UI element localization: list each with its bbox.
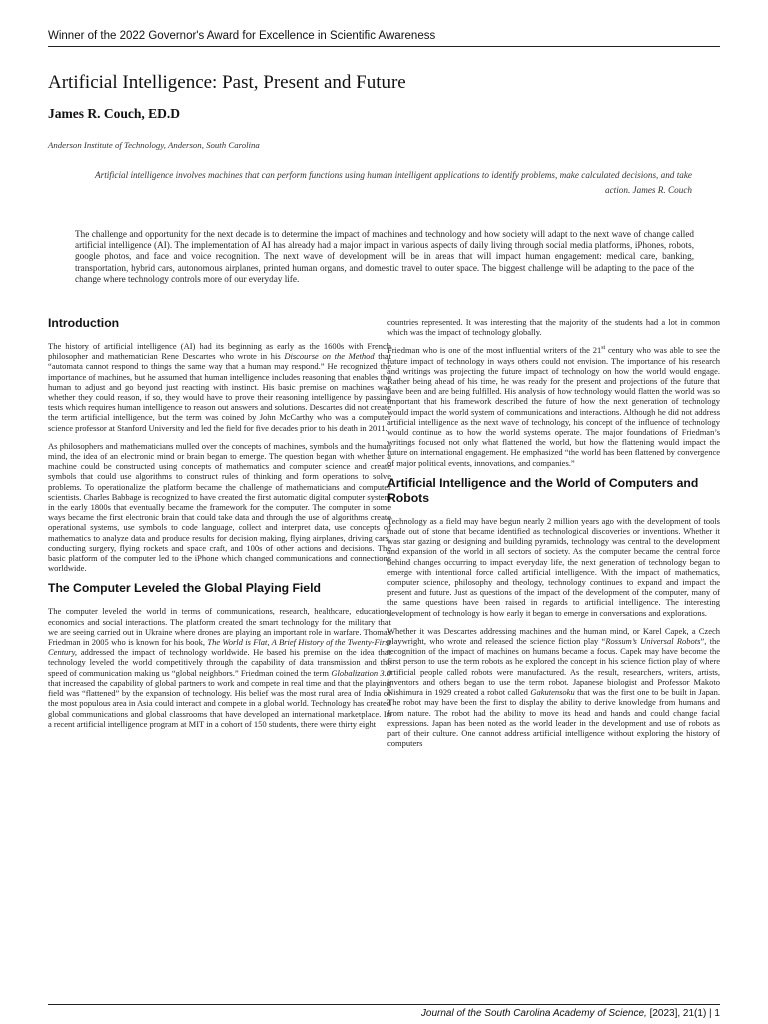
book-title-discourse: Discourse on the Method [284,351,375,362]
article-title: Artificial Intelligence: Past, Present and Future [48,72,406,93]
abstract: The challenge and opportunity for the next decade is to determine the impact of machines and technology and how society will adapt to the next wave of change called artificial intelligence (AI). The implementation of AI has already had a major impact in various aspects of daily living through social media platforms, iPhones, robots, google photos, and face and voice recognition. The next wave of development will be in areas that will impact human engagement: medical care, banking, transportation, hybrid cars, autonomous airplanes, printed human organs, and domestic travel to outer space. The biggest challenge will be adapting to the pace of the change where technology controls more of our everyday life. [75,229,694,284]
paragraph-continuation: countries represented. It was interesting that the majority of the students had a lot in common which was the impact of technology globally. [387,317,720,338]
left-column [48,312,391,737]
page-footer [48,1004,720,1024]
author-affiliation: Anderson Institute of Technology, Anderson, South Carolina [48,140,260,150]
paragraph-friedman-intro: The computer leveled the world in terms of communications, research, healthcare, education, economics and social interactions. The platform created the smart technology for the military that we are seeing carried out in Ukraine where drones are playing an important role in warfare. Thomas Friedman in 2005 who is known for his book, The World is Flat, A Brief History of the Twenty-First Century, addressed the impact of technology worldwide. He based his premise on the idea that technology leveled the world competitively through the capability of data transmission and the speed of communication making us “global neighbors.” Friedman coined the term Globalization 3.0 that increased the capability of global partners to work and compete in real time and that the playing field was “flattened” by the expansion of technology. His belief was the most rural area of India or the most populous area in Asia could interact and compete in a global world. Technology has created global communications and global classrooms that have developed an international marketplace. In a recent artificial intelligence program at MIT in a cohort of 150 students, there were thirty eight [48,606,391,729]
robot-name: Gakutensoku [530,687,575,698]
term-globalization: Globalization 3.0 [331,667,391,678]
paragraph-philosophers: As philosophers and mathematicians mulled over the concepts of machines, symbols and the human mind, the idea of an electronic mind or brain began to emerge. The question began with whether a machine could be constructed using concepts of mathematics and computer science and create symbols that could use algorithms to construct rules of thinking and form operations to solve problems. To operationalize the platform became the challenge of mathematicians and computer scientists. Charles Babbage is recognized to have created the first automatic digital computer system in the early 1800s that eventually became the framework for the computer. The computer in some ways became the first electronic brain that could take data and through the use of algorithms create operational systems, use symbols to code language, collect and interpret data, use concepts of mathematics to analyze data and produce results for decision making, flying airplanes, driving cars, conducting surgery, flying rockets and space craft, and 100s of other actions and decisions. The basic platform of the computer led to the iPhone which changed communications and connections worldwide. [48,440,391,574]
author-name: James R. Couch, ED.D [48,106,181,121]
paragraph-descartes: The history of artificial intelligence (AI) had its beginning as early as the 1600s with French philosopher and mathematician Rene Descartes who wrote in his Discourse on the Method that “automata cannot respond to things the same way that a human may respond.” He recognized the importance of machines, but he assumed that human intelligence includes reasoning that enables the human to adjust and go beyond just reacting with instinct. His basic premise on machines was whether they could reason, if so, they would have to prove their reasoning intelligence by passing tests which requires human intelligence to reason out answers and solutions. Descartes did not create the term artificial intelligence, but the term was coined by John McCarthy who was a computer science professor at Stanford University and led the field for five decades prior to his death in 2011. [48,341,392,433]
paragraph-technology-history: Technology as a field may have begun nearly 2 million years ago with the development of tools made out of stone that became identified as technological discoveries or inventions. Whether it was star gazing or designing and building pyramids, technology was central to the development and expansion of the world in all sectors of society. As the computer became the central force behind changes occurring to impact everyday life, the next generation of technology began to emerge with intentional force called artificial intelligence. With the impact of mathematics, computer science, philosophy and theology, technology continues to expand and impact the present and future. Just as questions of the impact of the development of the computer, many of the same questions have been raised in regards to artificial intelligence. The interesting development of technology is how early it began to emerge in conversations and explorations. [387,515,720,618]
section-heading-global-field: The Computer Leveled the Global Playing Field [48,581,321,596]
section-heading-ai-robots: Artificial Intelligence and the World of Computers and Robots [387,475,699,505]
paragraph-robots: Whether it was Descartes addressing machines and the human mind, or Karel Capek, a Czech playwright, who wrote and released the science fiction play “Rossum’s Universal Robots”, the recognition of the impact of machines on humans became a focus. Capek may have become the first person to use the term robots as he explored the concept in his science fiction play of where artificial people called robots were manufactured. As the result, researchers, writers, artists, inventors and others began to use the term robot. Japanese biologist and Professor Makoto Nishimura in 1929 created a robot called Gakutensoku that was the first one to be built in Japan. The robot may have been the first to display the ability to derive knowledge from humans and from nature. The robot had the ability to move its head and hands and could change facial expressions. Japan has been noted as the world leader in the development and use of robots as part of their culture. One cannot address artificial intelligence without exploring the history of computers [387,625,721,749]
journal-name: Journal of the South Carolina Academy of Science, [420,1008,647,1019]
section-heading-introduction: Introduction [48,316,120,330]
epigraph-quote: Artificial intelligence involves machines that can perform functions using human intelligent applications to identify problems, make calculated decisions, and take action. James R. Couch [95,170,692,195]
book-title-world-is-flat: The World is Flat, A Brief History of the Twenty-First Century, [48,637,391,658]
play-title: Rossum’s Universal Robots [605,636,701,647]
right-column [387,317,720,756]
award-banner: Winner of the 2022 Governor's Award for Excellence in Scientific Awareness [48,30,720,47]
paragraph-friedman-influence: Friedman who is one of the most influential writers of the 21st century who was able to see the future impact of technology in ways others could not envision. The importance of his research and writings was projecting the future impact of technology on how the world would engage. Rather being ahead of his time, he was ready for the present and projections of the future that have been and are being fulfilled. His analysis of how technology would flatten the world was so important that his framework described the future of how the next generation of technology would impact the world system of communications and interactions. Although he did not address artificial intelligence as the next wave of technology, his concept of the influence of technology would continue as to how the world systems operate. The major foundations of Friedman’s writings focused not only what flattened the world, but how the flattening would impact the future on international engagement. He emphasized “the world has been flattened by convergence of major political events, innovations, and companies.” [387,345,721,468]
journal-citation: [2023], 21(1) | 1 [646,1008,720,1019]
